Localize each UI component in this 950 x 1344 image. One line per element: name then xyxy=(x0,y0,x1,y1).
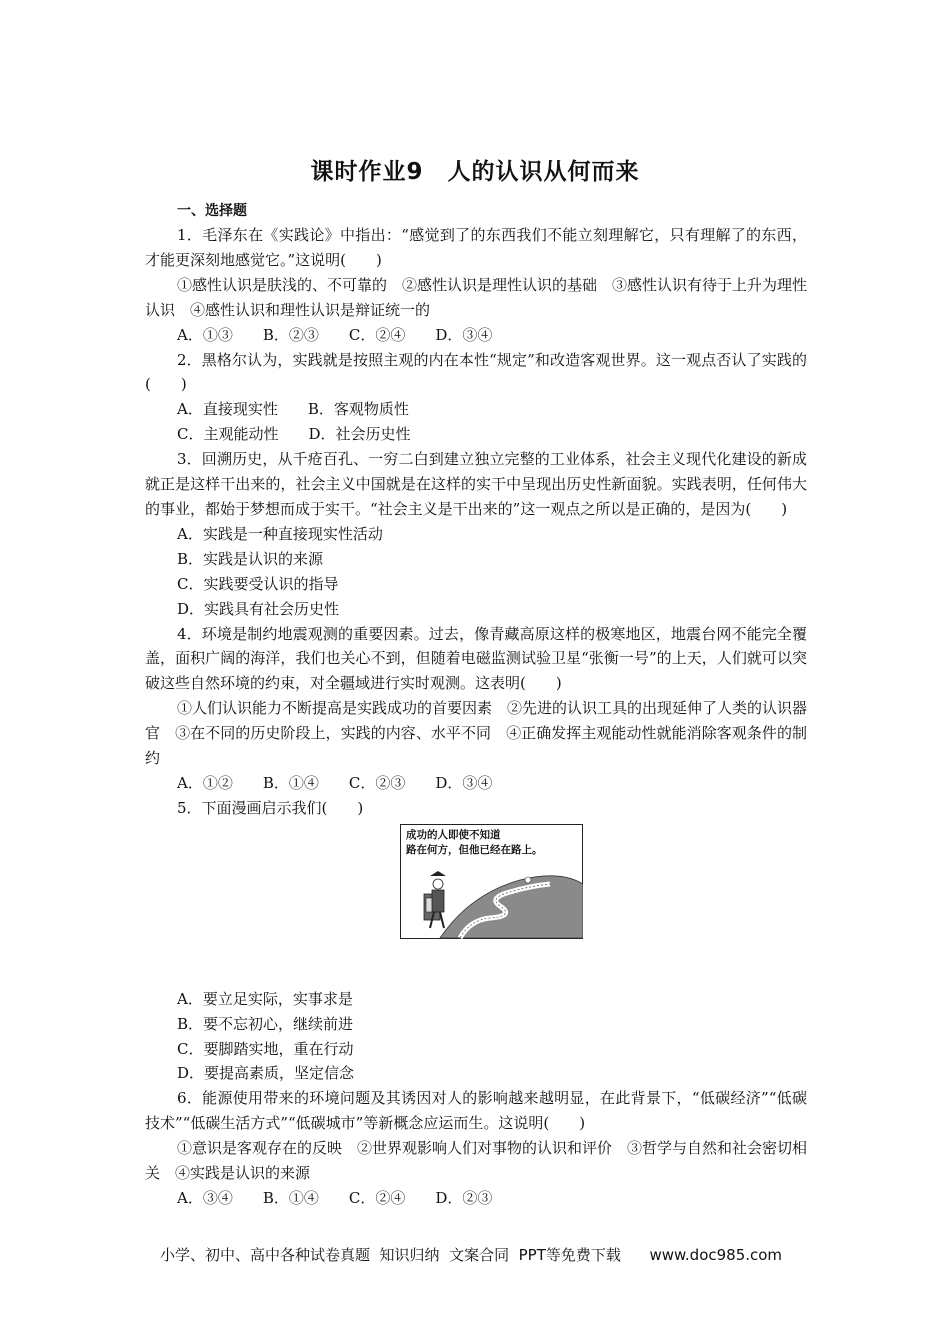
question-3-option-d: D．实践具有社会历史性 xyxy=(177,599,340,618)
section-heading: 一、选择题 xyxy=(177,203,247,219)
question-1-stem: 1．毛泽东在《实践论》中指出：“感觉到了的东西我们不能立刻理解它，只有理解了的东西，才能更深刻地感觉它。”这说明( ) xyxy=(145,226,807,269)
question-5-stem: 5．下面漫画启示我们( ) xyxy=(177,798,364,817)
comic-container xyxy=(145,821,807,987)
comic-caption-line1: 成功的人即使不知道 xyxy=(406,828,501,841)
question-1-options: A．①③ B．②③ C．②④ D．③④ xyxy=(177,325,493,344)
question-5-option-d: D．要提高素质，坚定信念 xyxy=(177,1064,355,1083)
question-1-statements: ①感性认识是肤浅的、不可靠的 ②感性认识是理性认识的基础 ③感性认识有待于上升为理性认识 ④感性认识和理性认识是辩证统一的 xyxy=(145,275,808,319)
question-3-option-c: C．实践要受认识的指导 xyxy=(177,574,339,593)
question-2-options-row1: A．直接现实性 B．客观物质性 xyxy=(177,400,409,419)
page-footer: 小学、初中、高中各种试卷真题 知识归纳 文案合同 PPT等免费下载 www.doc985.com xyxy=(160,1246,783,1264)
comic-illustration xyxy=(400,824,583,939)
question-4-options: A．①② B．①④ C．②③ D．③④ xyxy=(177,773,493,792)
question-2-stem: 2．黑格尔认为，实践就是按照主观的内在本性“规定”和改造客观世界。这一观点否认了实践的( ) xyxy=(145,350,807,394)
question-3-option-b: B．实践是认识的来源 xyxy=(177,549,324,568)
question-5-option-b: B．要不忘初心，继续前进 xyxy=(177,1014,354,1033)
question-2-options-row2: C．主观能动性 D．社会历史性 xyxy=(177,425,411,444)
question-3-stem: 3．回溯历史，从千疮百孔、一穷二白到建立独立完整的工业体系，社会主义现代化建设的新成就正是这样干出来的，社会主义中国就是在这样的实干中呈现出历史性新面貌。实践表明，任何伟大的事业，都始于梦想而成于实干。“社会主义是干出来的”这一观点之所以是正确的，是因为( ) xyxy=(145,450,807,518)
question-6-stem: 6．能源使用带来的环境问题及其诱因对人的影响越来越明显，在此背景下，“低碳经济”“低碳技术”“低碳生活方式”“低碳城市”等新概念应运而生。这说明( ) xyxy=(145,1089,807,1133)
question-5-option-c: C．要脚踏实地，重在行动 xyxy=(177,1039,354,1058)
question-3-option-a: A．实践是一种直接现实性活动 xyxy=(177,524,383,543)
page-title: 课时作业9 人的认识从何而来 xyxy=(310,159,640,185)
comic-caption-line2: 路在何方，但他已经在路上。 xyxy=(406,843,543,856)
question-4-statements: ①人们认识能力不断提高是实践成功的首要因素 ②先进的认识工具的出现延伸了人类的认识器官 ③在不同的历史阶段上，实践的内容、水平不同 ④正确发挥主观能动性就能消除客观条件的制约 xyxy=(145,699,808,768)
question-4-stem: 4．环境是制约地震观测的重要因素。过去，像青藏高原这样的极寒地区，地震台网不能完全覆盖，面积广阔的海洋，我们也关心不到，但随着电磁监测试验卫星“张衡一号”的上天，人们就可以突破这些自然环境的约束，对全疆域进行实时观测。这表明( ) xyxy=(145,624,807,693)
question-6-options: A．③④ B．①④ C．②④ D．②③ xyxy=(177,1189,493,1207)
document-body xyxy=(145,199,807,1211)
question-6-statements: ①意识是客观存在的反映 ②世界观影响人们对事物的认识和评价 ③哲学与自然和社会密切相关 ④实践是认识的来源 xyxy=(145,1139,808,1183)
question-5-option-a: A．要立足实际，实事求是 xyxy=(177,989,353,1008)
